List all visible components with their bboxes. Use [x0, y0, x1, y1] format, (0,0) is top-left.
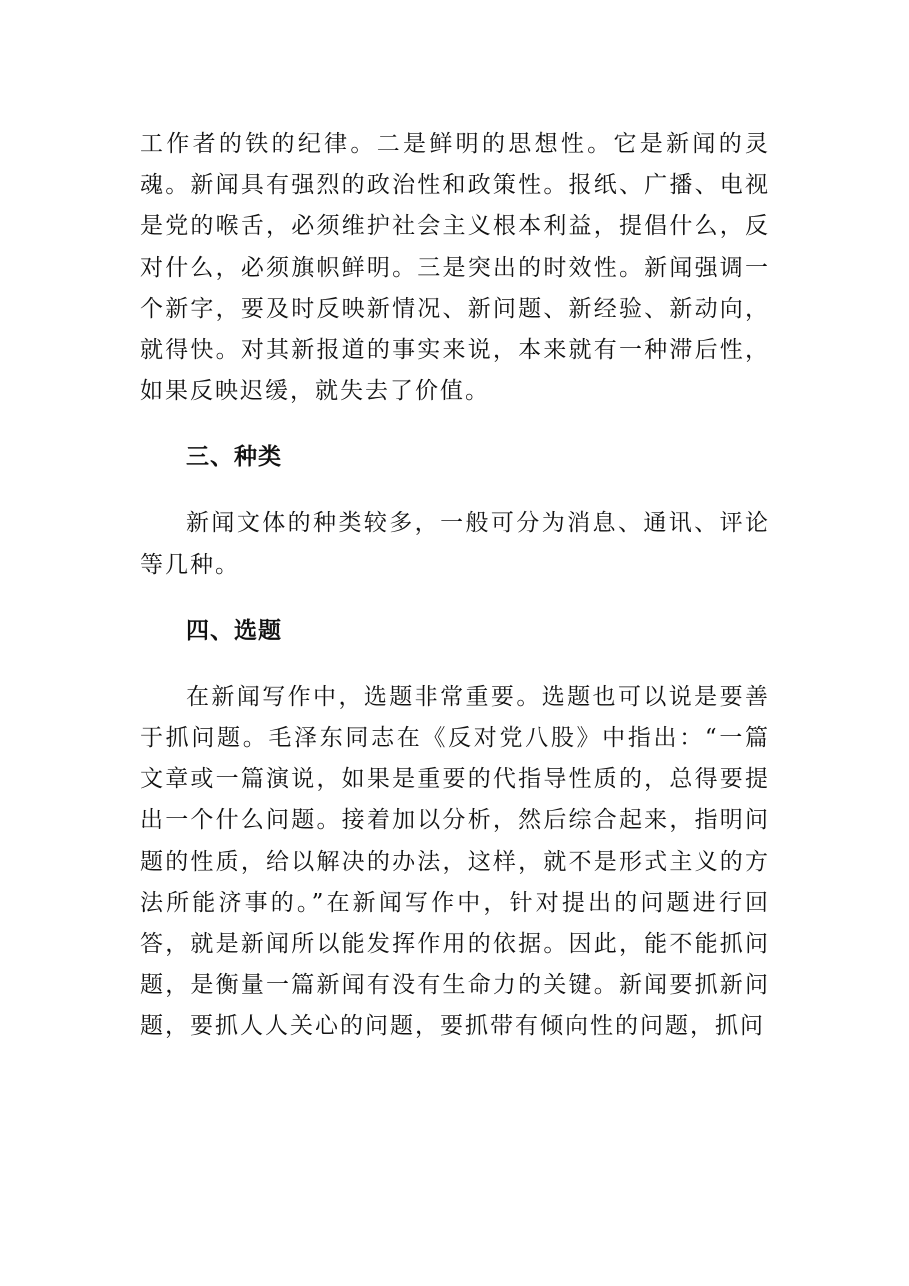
paragraph-continued: 工作者的铁的纪律。二是鲜明的思想性。它是新闻的灵魂。新闻具有强烈的政治性和政策性。报纸、广播、电视是党的喉舌，必须维护社会主义根本利益，提倡什么，反对什么，必须旗帜鲜明。三是突出的时效性。新闻强调一个新字，要及时反映新情况、新问题、新经验、新动向，就得快。对其新报道的事实来说，本来就有一种滞后性，如果反映迟缓，就失去了价值。 — [140, 131, 770, 405]
section-heading-topic-selection: 四、选题 — [186, 617, 282, 644]
document-page — [140, 124, 770, 1048]
paragraph-types: 新闻文体的种类较多，一般可分为消息、通讯、评论等几种。 — [140, 510, 770, 578]
section-heading-types: 三、种类 — [186, 444, 282, 471]
paragraph-topic-selection: 在新闻写作中，选题非常重要。选题也可以说是要善于抓问题。毛泽东同志在《反对党八股》中指出：“一篇文章或一篇演说，如果是重要的代指导性质的，总得要提出一个什么问题。接着加以分析，然后综合起来，指明问题的性质，给以解决的办法，这样，就不是形式主义的方法所能济事的。”在新闻写作中，针对提出的问题进行回答，就是新闻所以能发挥作用的依据。因此，能不能抓问题，是衡量一篇新闻有没有生命力的关键。新闻要抓新问题，要抓人人关心的问题，要抓带有倾向性的问题，抓问 — [140, 683, 770, 1040]
